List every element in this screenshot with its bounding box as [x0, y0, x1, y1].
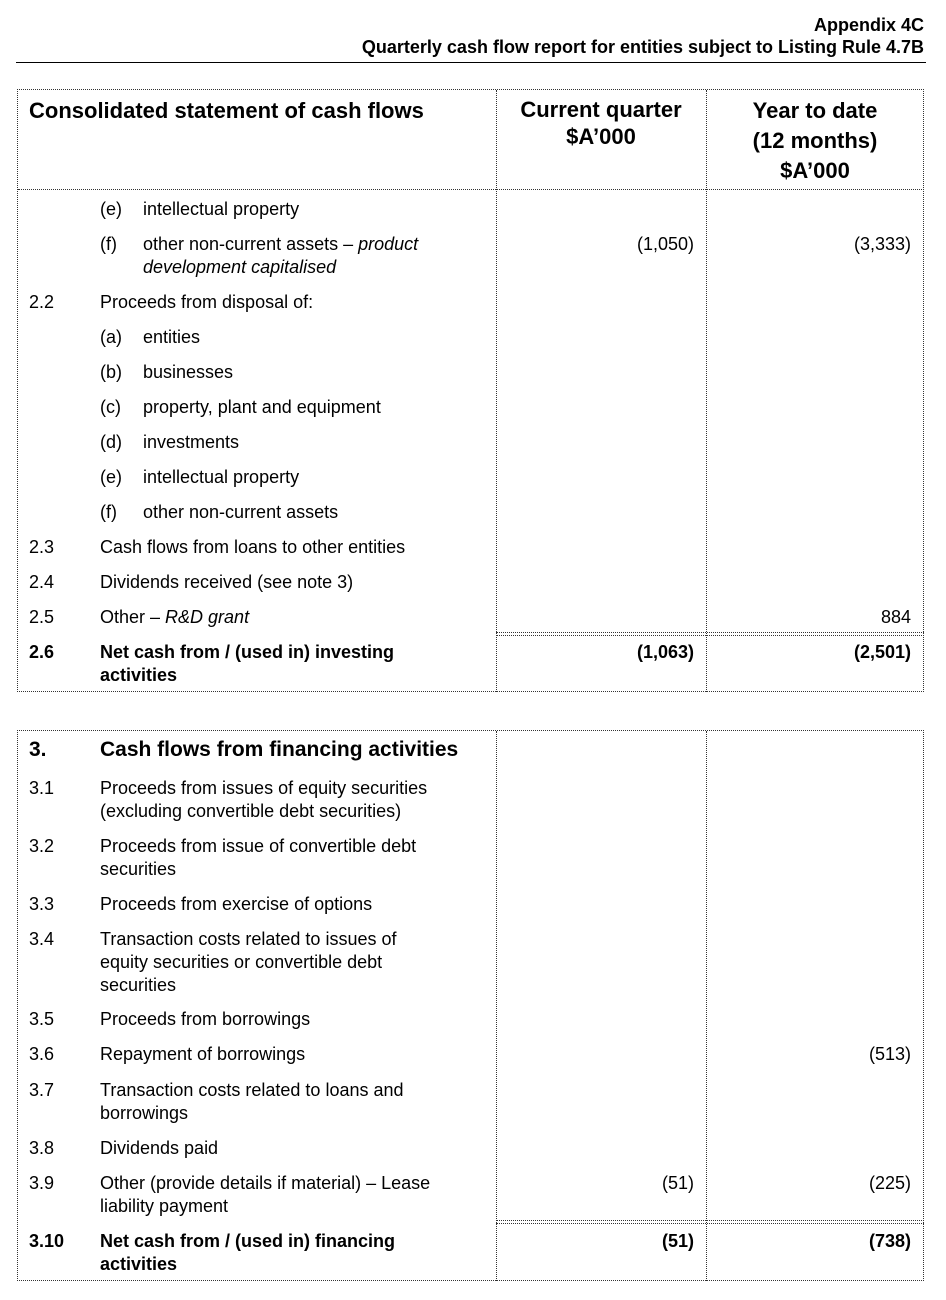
col-header-statement: Consolidated statement of cash flows [29, 98, 424, 123]
total-top-rule [496, 635, 924, 636]
total-top-rule [496, 1223, 924, 1224]
appendix-title: Appendix 4C [813, 15, 924, 35]
total-top-rule [496, 632, 924, 633]
ytd-value: (513) [868, 1044, 911, 1064]
current-quarter-value: (51) [661, 1173, 694, 1193]
report-title: Quarterly cash flow report for entities subject to Listing Rule 4.7B [361, 37, 924, 57]
header-bottom-rule [18, 189, 924, 190]
financing-table: 3. Cash flows from financing activities 3.1 Proceeds from issues of equity securities (excluding convertible debt securities) 3.2 Proceeds from issue of convertible debt securities 3.3 Proceeds from exercise of options 3.4 Transaction costs related to issues of equity securities or convertible debt securities 3.5 Proceeds from borrowings 3.6 Repayment of borrowings (513) 3.7 Transaction costs related to loans and borrowings 3.8 Dividends paid 3.9 Other (provide details if material) – Lease liability payment (51) (225) 3.10 Net cash from / (used in) financing activities (51) (738) [17, 730, 924, 1281]
ytd-value: (3,333) [853, 234, 911, 254]
ytd-value: 884 [880, 607, 911, 627]
current-quarter-value: (1,050) [636, 234, 694, 254]
col-header-year-to-date: Year to date (12 months) $A’000 [752, 98, 878, 183]
column-divider [706, 731, 707, 1281]
column-divider [496, 731, 497, 1281]
col-header-current-quarter: Current quarter $A’000 [520, 97, 682, 149]
current-quarter-value: (51) [661, 1231, 694, 1251]
investing-table: Consolidated statement of cash flows Current quarter $A’000 Year to date (12 months) $A’000 (e) intellectual property (f) other non-current assets – product development capitalised (1,050) (3,333) 2.2 Proceeds from disposal of: (a) entities (b) businesses (c) property, plant and equipment (d) investments (e) intellectual property (f) other non-current assets 2.3 Cash flows from loans to other entities 2.4 Dividends received (see note 3) 2.5 Other – R&D grant 884 2.6 Net cash from / (used in) investing activities (1,063) (2,501) [17, 89, 924, 692]
total-top-rule [496, 1220, 924, 1221]
header-divider [16, 62, 926, 63]
ytd-value: (738) [868, 1231, 911, 1251]
ytd-value: (2,501) [853, 642, 911, 662]
current-quarter-value: (1,063) [636, 642, 694, 662]
column-divider [496, 90, 497, 692]
ytd-value: (225) [868, 1173, 911, 1193]
